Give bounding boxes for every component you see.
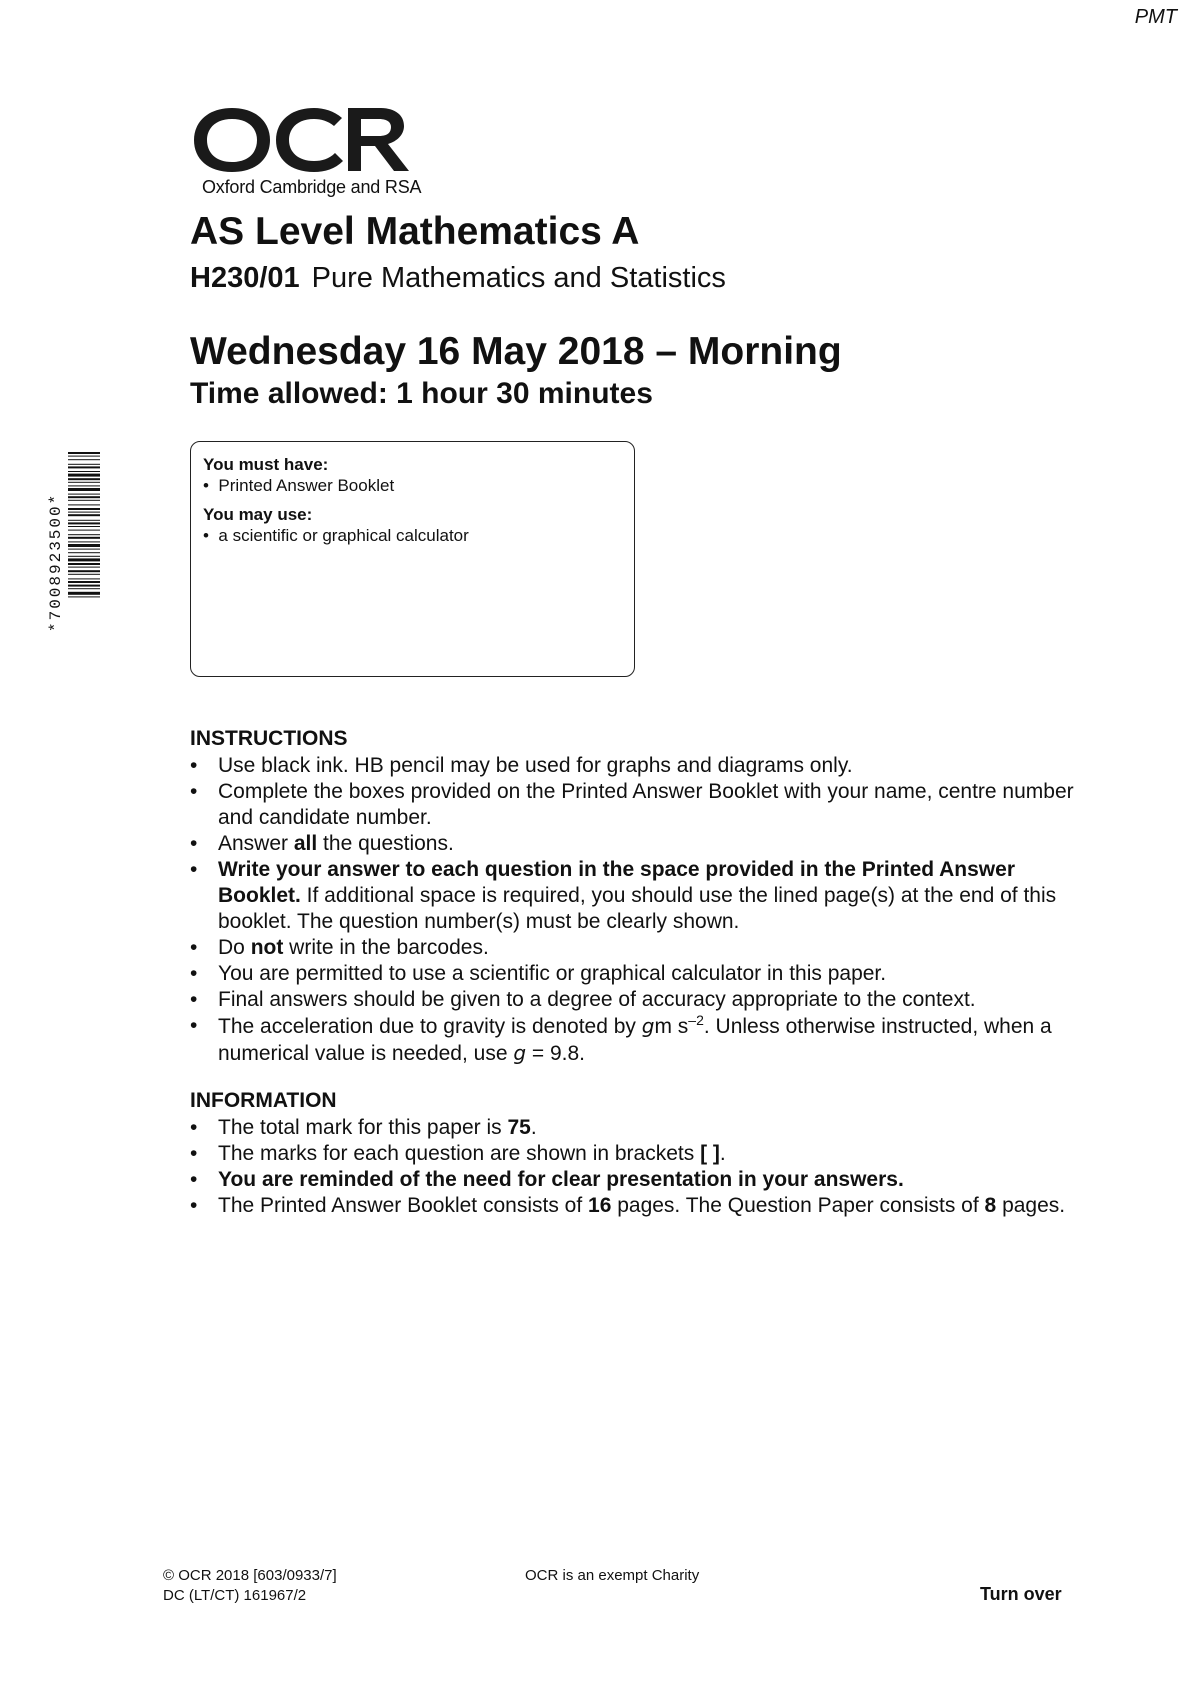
exam-date: Wednesday 16 May 2018 – Morning bbox=[190, 330, 842, 373]
footer-copyright: © OCR 2018 [603/0933/7] bbox=[163, 1567, 337, 1584]
may-use-heading: You may use: bbox=[203, 505, 313, 524]
information-heading: INFORMATION bbox=[190, 1089, 337, 1112]
list-item: • The acceleration due to gravity is denoted by gm $s^{-2}$. Unless otherwise instructed, when a numerical value is needed, use g = 9.8. bbox=[190, 1013, 1080, 1067]
ocr-logo-mark bbox=[190, 98, 430, 176]
footer-doc-code: DC (LT/CT) 161967/2 bbox=[163, 1587, 307, 1604]
list-item: • You are reminded of the need for clear presentation in your answers. bbox=[190, 1167, 1080, 1193]
instructions-heading: INSTRUCTIONS bbox=[190, 727, 348, 750]
barcode-bars bbox=[46, 448, 102, 676]
barcode-digits: *7008923500* bbox=[47, 492, 65, 632]
corner-mark: PMT bbox=[1134, 6, 1177, 28]
list-item: • Do not write in the barcodes. bbox=[190, 935, 1080, 961]
list-item: • Answer all the questions. bbox=[190, 831, 1080, 857]
list-item: • Complete the boxes provided on the Printed Answer Booklet with your name, centre number and candidate number. bbox=[190, 779, 1080, 831]
footer-charity: OCR is an exempt Charity bbox=[525, 1567, 700, 1584]
may-use-item: • a scientific or graphical calculator bbox=[203, 526, 469, 545]
time-allowed: Time allowed: 1 hour 30 minutes bbox=[190, 377, 653, 410]
exam-title: AS Level Mathematics A bbox=[190, 210, 640, 253]
list-item: • Final answers should be given to a degree of accuracy appropriate to the context. bbox=[190, 987, 1080, 1013]
information-section bbox=[190, 1089, 1080, 1219]
list-item: • Use black ink. HB pencil may be used for graphs and diagrams only. bbox=[190, 753, 1080, 779]
list-item: • The marks for each question are shown in brackets [ ]. bbox=[190, 1141, 1080, 1167]
paper-name: Pure Mathematics and Statistics bbox=[311, 262, 726, 294]
barcode bbox=[46, 448, 102, 676]
ocr-logo bbox=[190, 98, 430, 197]
must-have-heading: You must have: bbox=[203, 455, 329, 474]
instructions-section bbox=[190, 727, 1080, 1067]
logo-subtitle: Oxford Cambridge and RSA bbox=[202, 177, 422, 197]
list-item: • You are permitted to use a scientific or graphical calculator in this paper. bbox=[190, 961, 1080, 987]
exam-subtitle bbox=[190, 262, 726, 295]
list-item: • The total mark for this paper is 75. bbox=[190, 1115, 1080, 1141]
list-item: • The Printed Answer Booklet consists of 16 pages. The Question Paper consists of 8 pages. bbox=[190, 1193, 1080, 1219]
turn-over-label: Turn over bbox=[980, 1584, 1062, 1604]
exam-code: H230/01 bbox=[190, 262, 300, 294]
must-have-item: • Printed Answer Booklet bbox=[203, 476, 395, 495]
requirements-box bbox=[190, 441, 635, 677]
list-item: • Write your answer to each question in the space provided in the Printed Answer Booklet. If additional space is required, you should use the lined page(s) at the end of this booklet. The question number(s) must be clearly shown. bbox=[190, 857, 1080, 935]
